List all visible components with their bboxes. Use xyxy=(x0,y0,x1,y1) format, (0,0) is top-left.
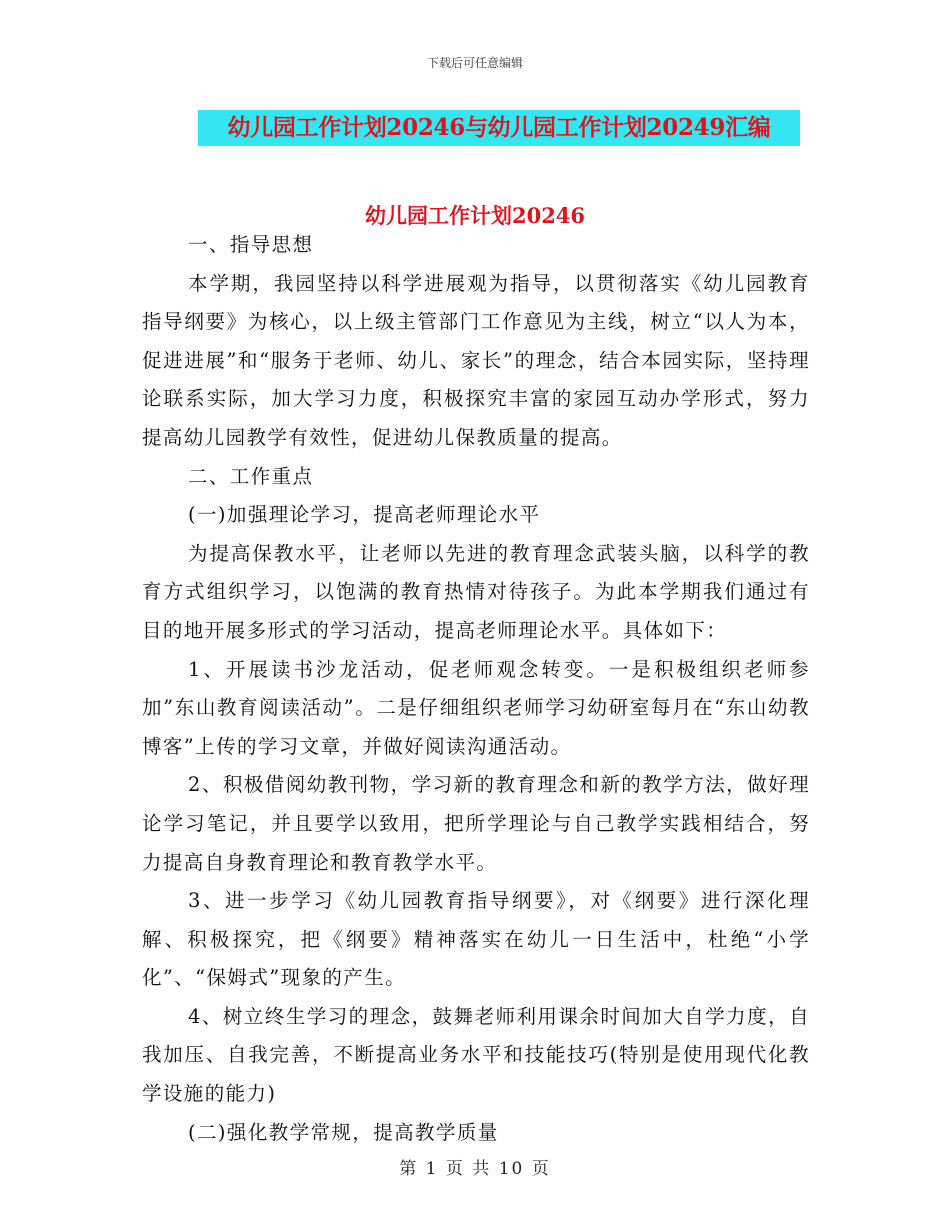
document-title-highlight xyxy=(198,110,800,146)
list-item: 1、开展读书沙龙活动，促老师观念转变。一是积极组织老师参加”东山教育阅读活动”。二是仔细组织老师学习幼研室每月在“东山幼教博客”上传的学习文章，并做好阅读沟通活动。 xyxy=(142,657,810,758)
subheading: (一)加强理论学习，提高老师理论水平 xyxy=(188,503,541,527)
list-item: 4、树立终生学习的理念，鼓舞老师利用课余时间加大自学力度，自我加压、自我完善，不断提高业务水平和技能技巧(特别是使用现代化教学设施的能力) xyxy=(142,1004,810,1106)
heading-guiding-thought: 一、指导思想 xyxy=(188,233,314,256)
paragraph: 为提高保教水平，让老师以先进的教育理念武装头脑，以科学的教育方式组织学习，以饱满的教育热情对待孩子。为此本学期我们通过有目的地开展多形式的学习活动，提高老师理论水平。具体如下： xyxy=(142,541,810,642)
list-item: 3、进一步学习《幼儿园教育指导纲要》，对《纲要》进行深化理解、积极探究，把《纲要》精神落实在幼儿一日生活中，杜绝“小学化”、“保姆式”现象的产生。 xyxy=(142,889,810,990)
heading-work-focus: 二、工作重点 xyxy=(188,464,314,488)
subheading: (二)强化教学常规，提高教学质量 xyxy=(188,1120,499,1144)
document-body xyxy=(142,226,810,1152)
section-title: 幼儿园工作计划20246 xyxy=(364,203,586,228)
page-footer: 第 1 页 共 10 页 xyxy=(399,1159,551,1179)
list-item: 2、积极借阅幼教刊物，学习新的教育理念和新的教学方法，做好理论学习笔记，并且要学以致用，把所学理论与自己教学实践相结合，努力提高自身教育理论和教育教学水平。 xyxy=(142,773,810,874)
document-title: 幼儿园工作计划20246与幼儿园工作计划20249汇编 xyxy=(227,114,771,141)
header-note: 下载后可任意编辑 xyxy=(426,56,523,70)
paragraph: 本学期，我园坚持以科学进展观为指导，以贯彻落实《幼儿园教育指导纲要》为核心，以上级主管部门工作意见为主线，树立“以人为本，促进进展”和“服务于老师、幼儿、家长”的理念，结合本园实际，坚持理论联系实际，加大学习力度，积极探究丰富的家园互动办学形式，努力提高幼儿园教学有效性，促进幼儿保教质量的提高。 xyxy=(142,271,810,449)
